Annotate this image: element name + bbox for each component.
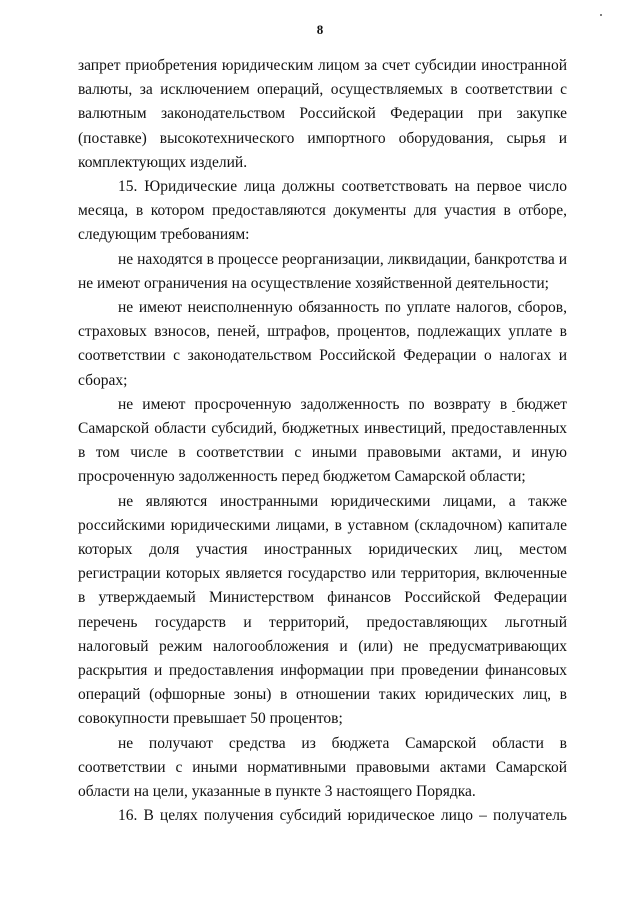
requirement-foreign-entities: не являются иностранными юридическими лицами, а также российскими юридическими лицами, в уставном (складочном) капитале которых доля участия иностранных юридических лиц, местом регистрации которых является государство или территория, включенные в утверждаемый Министерством финансов Российской Федерации перечень государств и территорий, предоставляющих льготный налоговый режим налогообложения и (или) не предусматривающих раскрытия и предоставления информации при проведении финансовых операций (офшорные зоны) в отношении таких юридических лиц, в совокупности превышает 50 процентов;	[78, 492, 567, 728]
requirement-no-other-funds: не получают средства из бюджета Самарской области в соответствии с иными нормативными правовыми актами Самарской области на цели, указанные в пункте 3 настоящего Порядка.	[78, 734, 567, 801]
page-number: 8	[316, 22, 324, 37]
paragraph-continuation: запрет приобретения юридическим лицом за счет субсидии иностранной валюты, за исключением операций, осуществляемых в соответствии с валютным законодательством Российской Федерации при закупке (поставке) высокотехнического импортного оборудования, сырья и комплектующих изделий.	[78, 57, 567, 171]
paragraph-item-16: 16. В целях получения субсидий юридическое лицо – получатель	[118, 807, 567, 825]
document-body	[78, 54, 567, 829]
requirement-taxes: не имеют неисполненную обязанность по уплате налогов, сборов, страховых взносов, пеней, штрафов, процентов, подлежащих уплате в соответствии с законодательством Российской Федерации о налогах и сборах;	[78, 299, 567, 389]
paragraph-item-15: 15. Юридические лица должны соответствовать на первое число месяца, в котором предоставляются документы для участия в отборе, следующим требованиям:	[78, 178, 567, 244]
scan-dot	[600, 14, 602, 16]
requirement-budget-debt: не имеют просроченную задолженность по возврату в бюджет Самарской области субсидий, бюджетных инвестиций, предоставленных в том числе в соответствии с иными правовыми актами, и иную просроченную задолженность перед бюджетом Самарской области;	[78, 395, 567, 486]
requirement-reorganization: не находятся в процессе реорганизации, ликвидации, банкротства и не имеют ограничения на осуществление хозяйственной деятельности;	[78, 250, 567, 292]
